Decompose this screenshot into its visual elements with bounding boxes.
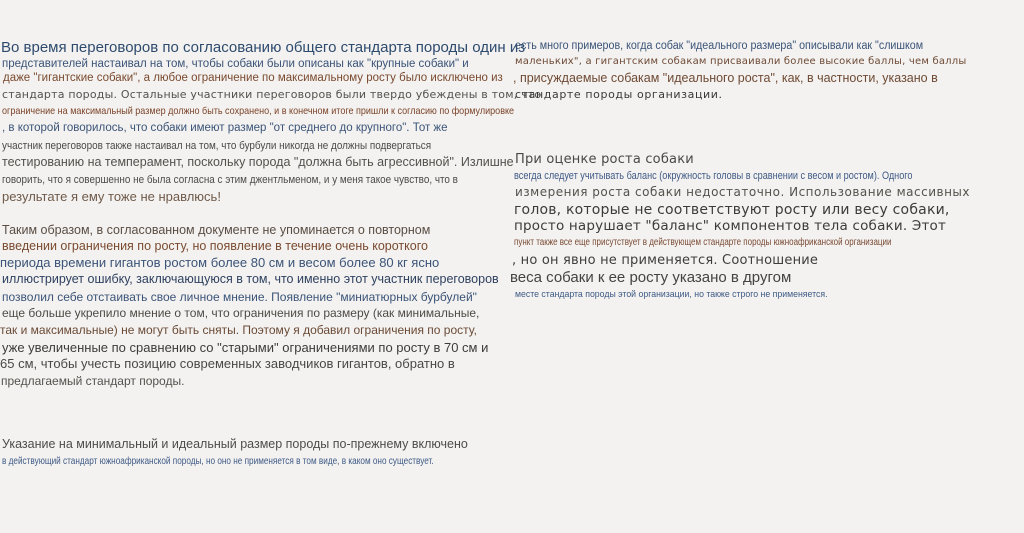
text-line: , присуждаемые собакам "идеального роста", как, в частности, указано в — [513, 71, 938, 85]
text-line: ограничение на максимальный размер должно быть сохранено, и в конечном итоге пришли к согласию по формулировке — [2, 105, 515, 117]
text-line: еще больше укрепило мнение о том, что ограничения по размеру (как минимальные, — [2, 306, 480, 320]
text-line: иллюстрирует ошибку, заключающуюся в том, что именно этот участник переговоров — [2, 272, 499, 286]
text-line: позволил себе отстаивать свое личное мнение. Появление "миниатюрных бурбулей" — [2, 290, 477, 304]
text-line: 65 см, чтобы учесть позицию современных заводчиков гигантов, обратно в — [0, 356, 455, 371]
text-line: пункт также все еще присутствует в действующем стандарте породы южноафриканской организации — [514, 237, 892, 248]
text-line: веса собаки к ее росту указано в другом — [510, 269, 792, 286]
text-line: есть много примеров, когда собак "идеального размера" описывали как "слишком — [515, 40, 924, 52]
text-line: предлагаемый стандарт породы. — [1, 374, 185, 388]
text-line: измерения роста собаки недостаточно. Использование массивных — [515, 185, 970, 199]
text-line: даже "гигантские собаки", а любое ограничение по максимальному росту было исключено из — [3, 72, 503, 84]
right-column — [505, 0, 1024, 533]
text-line: представителей настаивал на том, чтобы собаки были описаны как "крупные собаки" и — [2, 58, 469, 70]
text-line: участник переговоров также настаивал на том, что бурбули никогда не должны подвергаться — [2, 140, 432, 152]
text-line: маленьких", а гигантским собакам присваивали более высокие баллы, чем баллы — [515, 56, 967, 67]
text-line: так и максимальные) не могут быть сняты. Поэтому я добавил ограничения по росту, — [0, 323, 477, 337]
text-line: Во время переговоров по согласованию общего стандарта породы один из — [1, 39, 526, 56]
text-line: голов, которые не соответствуют росту или весу собаки, — [514, 202, 950, 218]
text-line: При оценке роста собаки — [515, 152, 694, 167]
text-line: введении ограничения по росту, но появление в течение очень короткого — [2, 239, 428, 253]
text-line: в действующий стандарт южноафриканской породы, но оно не применяется в том виде, в каком оно существует. — [2, 456, 434, 467]
text-line: тестированию на темперамент, поскольку порода "должна быть агрессивной". Излишне — [2, 155, 514, 169]
text-line: стандарта породы. Остальные участники переговоров были твердо убеждены в том, что — [2, 88, 542, 101]
text-line: говорить, что я совершенно не была согласна с этим джентльменом, и у меня такое чувство, что в — [2, 174, 458, 186]
text-line: просто нарушает "баланс" компонентов тела собаки. Этот — [514, 218, 947, 234]
text-line: , но он явно не применяется. Соотношение — [512, 253, 819, 268]
text-line: периода времени гигантов ростом более 80 см и весом более 80 кг ясно — [0, 255, 440, 270]
text-line: Таким образом, в согласованном документе не упоминается о повторном — [2, 223, 431, 237]
text-line: месте стандарта породы этой организации, но также строго не применяется. — [515, 289, 828, 300]
text-line: стандарте породы организации. — [515, 88, 723, 101]
text-line: уже увеличенные по сравнению со "старыми" ограничениями по росту в 70 см и — [2, 340, 489, 355]
text-line: Указание на минимальный и идеальный размер породы по-прежнему включено — [2, 437, 468, 451]
text-line: всегда следует учитывать баланс (окружность головы в сравнении с весом и ростом). Одного — [514, 170, 913, 182]
text-line: , в которой говорилось, что собаки имеют размер "от среднего до крупного". Тот же — [2, 122, 448, 134]
text-line: результате я ему тоже не нравлюсь! — [2, 189, 221, 204]
